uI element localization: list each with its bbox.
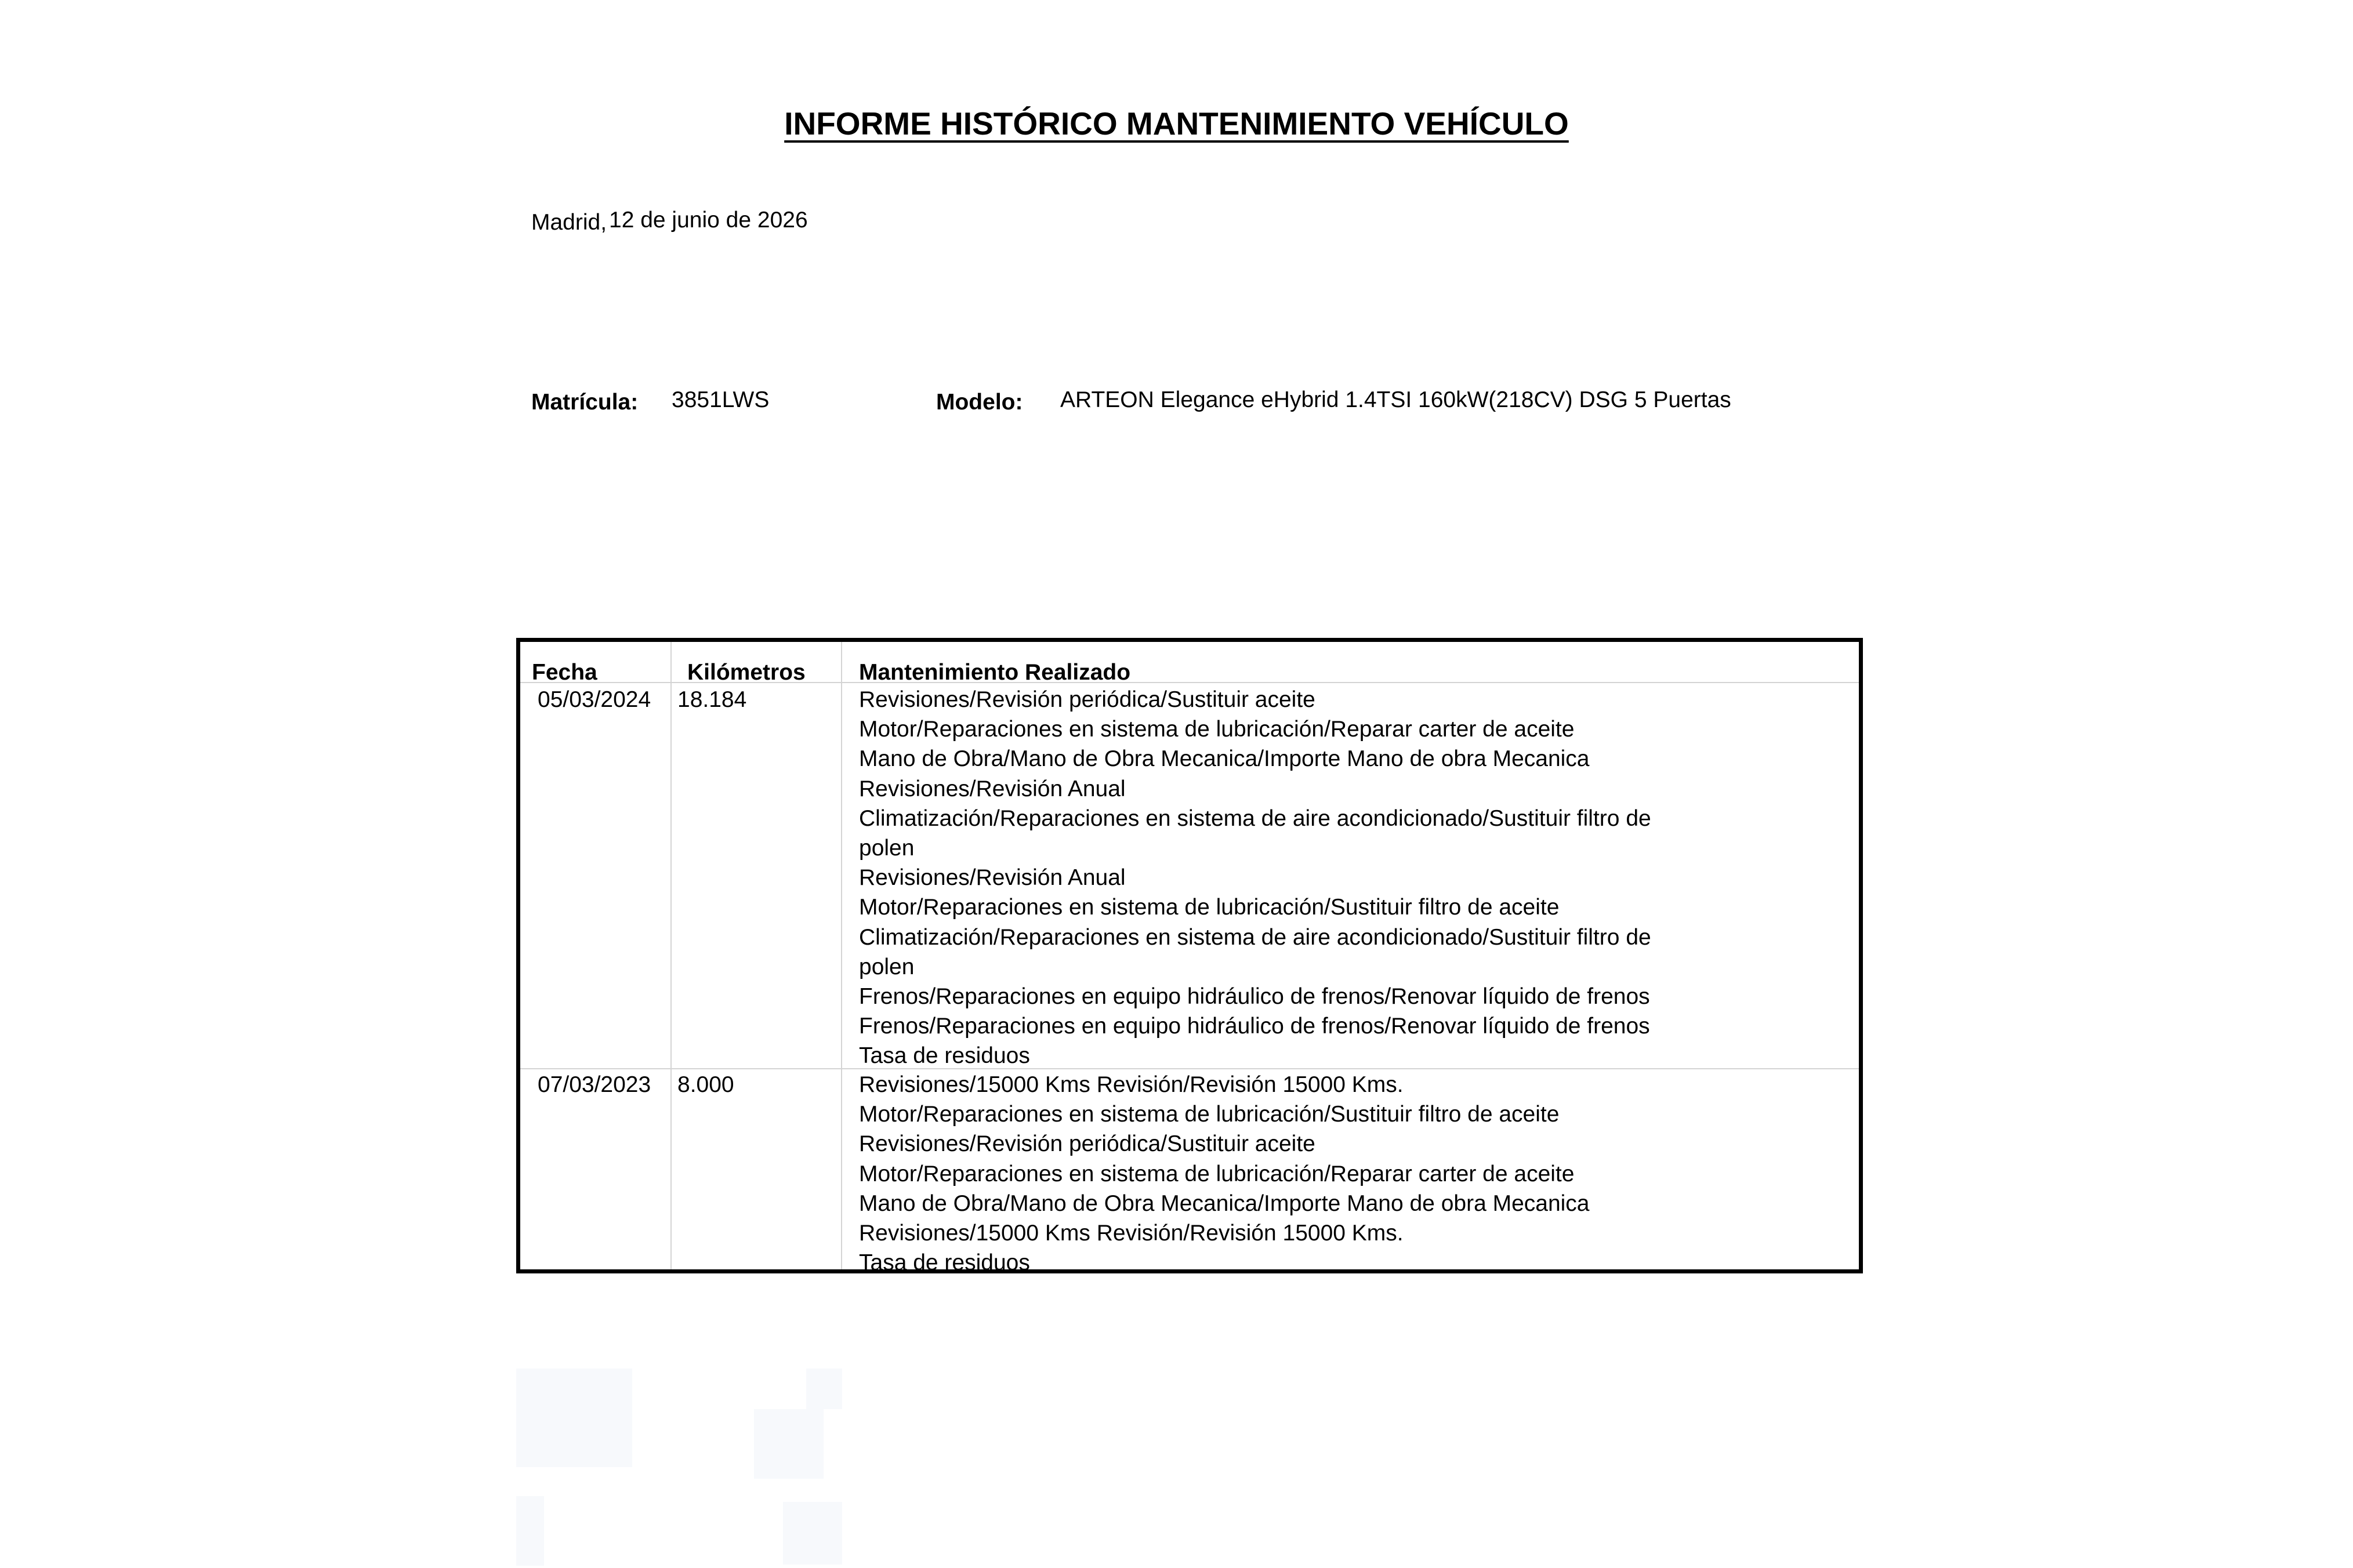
faded-stamp-part bbox=[516, 1496, 544, 1566]
report-title bbox=[0, 103, 2353, 144]
row-2-km: 8.000 bbox=[677, 1072, 734, 1097]
column-divider bbox=[841, 642, 842, 1269]
maintenance-item: Motor/Reparaciones en sistema de lubricación/Sustituir filtro de aceite bbox=[859, 895, 1560, 920]
maintenance-item: Revisiones/Revisión periódica/Sustituir aceite bbox=[859, 687, 1315, 712]
row-1-date: 05/03/2024 bbox=[538, 687, 651, 712]
faded-stamp-part bbox=[783, 1502, 842, 1565]
maintenance-item: Motor/Reparaciones en sistema de lubricación/Reparar carter de aceite bbox=[859, 717, 1575, 742]
maintenance-item: Revisiones/Revisión Anual bbox=[859, 776, 1126, 801]
maintenance-item: Frenos/Reparaciones en equipo hidráulico de frenos/Renovar líquido de frenos bbox=[859, 1014, 1650, 1039]
column-divider bbox=[670, 642, 672, 1269]
maintenance-item: Revisiones/15000 Kms Revisión/Revisión 15000 Kms. bbox=[859, 1221, 1404, 1246]
maintenance-item: Tasa de residuos bbox=[859, 1043, 1030, 1069]
header-maintenance: Mantenimiento Realizado bbox=[859, 660, 1131, 685]
faded-stamp-part bbox=[516, 1369, 632, 1467]
maintenance-item: polen bbox=[859, 954, 915, 979]
maintenance-item: Mano de Obra/Mano de Obra Mecanica/Importe Mano de obra Mecanica bbox=[859, 1190, 1590, 1216]
place-label: Madrid, bbox=[531, 210, 607, 235]
row-1-maintenance-list bbox=[859, 685, 1651, 1071]
report-title-text: INFORME HISTÓRICO MANTENIMIENTO VEHÍCULO bbox=[784, 106, 1569, 141]
maintenance-item: Frenos/Reparaciones en equipo hidráulico de frenos/Renovar líquido de frenos bbox=[859, 984, 1650, 1010]
header-date: Fecha bbox=[532, 660, 597, 685]
row-1-km: 18.184 bbox=[677, 687, 747, 712]
model-label: Modelo: bbox=[936, 390, 1023, 415]
maintenance-item: Revisiones/Revisión periódica/Sustituir aceite bbox=[859, 1131, 1315, 1157]
plate-value: 3851LWS bbox=[672, 387, 770, 412]
model-value: ARTEON Elegance eHybrid 1.4TSI 160kW(218CV) DSG 5 Puertas bbox=[1060, 387, 1731, 412]
header-km: Kilómetros bbox=[687, 660, 806, 685]
faded-stamp-part bbox=[754, 1409, 824, 1479]
maintenance-item: polen bbox=[859, 836, 915, 861]
maintenance-item: Climatización/Reparaciones en sistema de aire acondicionado/Sustituir filtro de bbox=[859, 805, 1651, 831]
faded-stamp-part bbox=[806, 1369, 842, 1409]
maintenance-item: Motor/Reparaciones en sistema de lubricación/Sustituir filtro de aceite bbox=[859, 1102, 1560, 1127]
plate-label: Matrícula: bbox=[531, 390, 639, 415]
maintenance-item: Tasa de residuos bbox=[859, 1250, 1030, 1276]
maintenance-item: Revisiones/Revisión Anual bbox=[859, 865, 1126, 891]
maintenance-item: Mano de Obra/Mano de Obra Mecanica/Importe Mano de obra Mecanica bbox=[859, 746, 1590, 772]
maintenance-item: Revisiones/15000 Kms Revisión/Revisión 15000 Kms. bbox=[859, 1072, 1404, 1097]
maintenance-item: Climatización/Reparaciones en sistema de aire acondicionado/Sustituir filtro de bbox=[859, 924, 1651, 950]
row-2-date: 07/03/2023 bbox=[538, 1072, 651, 1097]
maintenance-item: Motor/Reparaciones en sistema de lubricación/Reparar carter de aceite bbox=[859, 1161, 1575, 1186]
report-date: 12 de junio de 2026 bbox=[609, 208, 808, 233]
maintenance-table bbox=[516, 638, 1863, 1276]
row-2-maintenance-list bbox=[859, 1070, 1590, 1277]
